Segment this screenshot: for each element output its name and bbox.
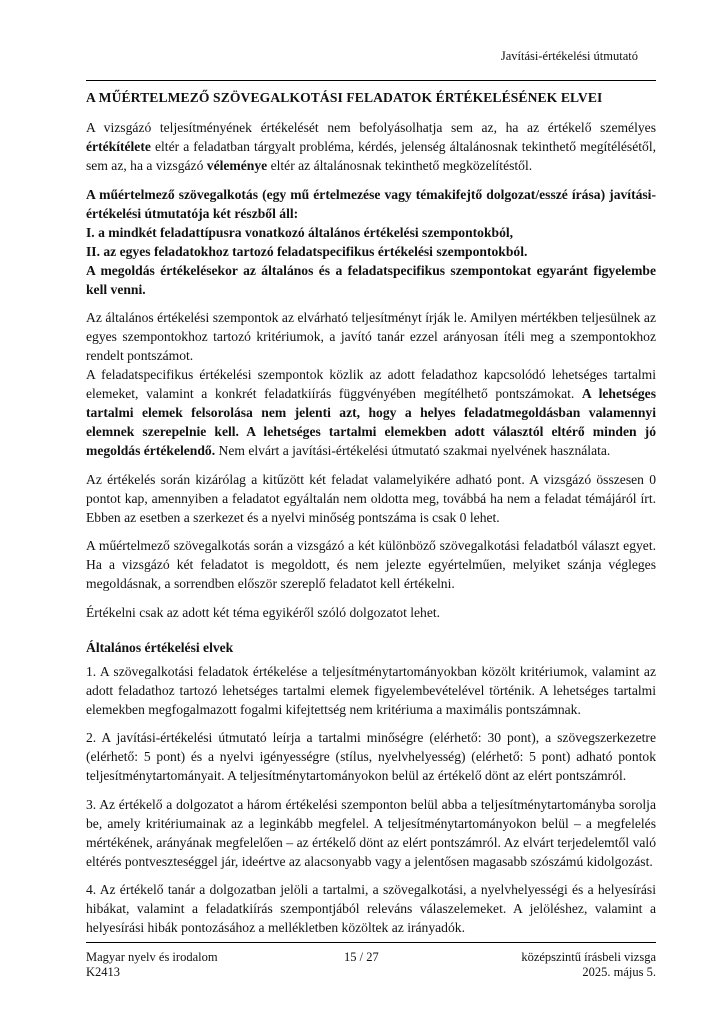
- list-item: 2. A javítási-értékelési útmutató leírja a tartalmi minőségre (elérhető: 30 pont), a szövegszerkezetre (elérhető: 5 pont) és a nyelvi igényességre (stílus, nyelvhelyesség) (elérhető: 5 pont) adható pontok teljesítménytartományait. A teljesítménytartományokon belül az értékelő dönt az elért pontszámról.: [86, 730, 656, 783]
- paragraph-general-criteria: Az általános értékelési szempontok az elvárható teljesítményt írják le. Amilyen mértékben teljesülnek az egyes szempontokhoz tartozó kritériumok, a javító tanár ezzel arányosan ítéli meg a szempontokhoz rendelt pontszámot.: [86, 310, 656, 363]
- structure-line-4: A megoldás értékelésekor az általános és a feladatspecifikus szempontokat egyaránt figyelembe kell venni.: [86, 262, 656, 297]
- paragraph-specific-criteria: [86, 365, 656, 460]
- bold-run: véleménye: [206, 158, 268, 173]
- page-footer: [86, 950, 656, 980]
- structure-line-2: I. a mindkét feladattípusra vonatkozó általános értékelési szempontokból,: [86, 224, 514, 240]
- paragraph-topic: Értékelni csak az adott két téma egyikéről szóló dolgozatot lehet.: [86, 604, 441, 620]
- page-number: 15 / 27: [344, 950, 379, 964]
- footer-date: 2025. május 5.: [582, 965, 656, 979]
- footer-subject: Magyar nyelv és irodalom: [86, 950, 218, 964]
- structure-line-3: II. az egyes feladatokhoz tartozó feladatspecifikus értékelési szempontokból.: [86, 243, 528, 259]
- list-item: 4. Az értékelő tanár a dolgozatban jelöli a tartalmi, a szövegalkotási, a nyelvhelyességi és a helyesírási hibákat, valamint a feladatkiírás szempontjából releváns válaszelemeket. A jelöléshez, valamint a helyesírási hibák pontozásához a mellékletben közöltek az irányadók.: [86, 882, 656, 935]
- text-run: eltér a feladatban tárgyalt probléma, kérdés, jelenség általánosnak tekinthető megítélésétől, sem az, ha a vizsgázó: [86, 139, 656, 173]
- bold-run: értékítélete: [86, 139, 151, 154]
- footer-code: K2413: [86, 965, 121, 979]
- header-rule: [86, 80, 656, 81]
- paragraph-scoring: Az értékelés során kizárólag a kitűzött két feladat valamelyikére adható pont. A vizsgázó összesen 0 pontot kap, amennyiben a feladatot egyáltalán nem oldotta meg, továbbá ha nem a feladat témájáról írt. Ebben az esetben a szerkezet és a nyelvi minőség pontszáma is csak 0 lehet.: [86, 471, 656, 525]
- text-run: Nem elvárt a javítási-értékelési útmutató szakmai nyelvének használata.: [215, 443, 611, 458]
- list-item: 1. A szövegalkotási feladatok értékelése a teljesítménytartományokban közölt kritériumok, valamint az adott feladathoz tartozó lehetséges tartalmi elemek figyelembevételével történik. A lehetséges tartalmi elemekben megfogalmazott fogalmi kifejtettség nem kritériuma a maximális pontszámnak.: [86, 663, 656, 717]
- text-run: A feladatspecifikus értékelési szempontok közlik az adott feladathoz kapcsolódó lehetséges tartalmi elemeket, valamint a konkrét feladatkiírás függvényében megítélhető pontszámokat.: [86, 367, 656, 401]
- bold-run: A lehetséges tartalmi elemek felsorolása nem jelenti azt, hogy a helyes feladatmegoldásban valamennyi elemnek szerepelnie kell. A lehetséges tartalmi elemekben adott választól eltérő minden jó megoldás értékelendő.: [86, 386, 656, 458]
- running-header: Javítási-értékelési útmutató: [500, 49, 638, 63]
- paragraph-intro: [86, 118, 656, 175]
- structure-block: [86, 185, 656, 299]
- text-run: eltér az általánosnak tekinthető megközelítéstől.: [267, 158, 533, 173]
- text-run: A vizsgázó teljesítményének értékelését nem befolyásolhatja sem az, ha az értékelő személyes: [86, 120, 656, 135]
- paragraph-choice: A műértelmező szövegalkotás során a vizsgázó a két különböző szövegalkotási feladatból választ egyet. Ha a vizsgázó két feladatot is megoldott, és nem jelezte egyértelműen, melyiket szánja végleges megoldásnak, a sorrendben először szereplő feladatot kell értékelni.: [86, 538, 656, 591]
- page-body: [86, 118, 656, 947]
- page-title: A MŰÉRTELMEZŐ SZÖVEGALKOTÁSI FELADATOK ÉRTÉKELÉSÉNEK ELVEI: [86, 90, 603, 105]
- structure-line-1: A műértelmező szövegalkotás (egy mű értelmezése vagy témakifejtő dolgozat/esszé írása) javítási-értékelési útmutatója két részből áll:: [86, 186, 656, 221]
- footer-exam-level: középszintű írásbeli vizsga: [521, 950, 656, 964]
- section-title: Általános értékelési elvek: [86, 639, 234, 655]
- footer-rule: [86, 942, 656, 943]
- list-item: 3. Az értékelő a dolgozatot a három értékelési szemponton belül abba a teljesítménytartományba sorolja be, amely kritériumainak az a leginkább megfelel. A teljesítménytartományokon belül – a megfelelés mértékének, arányának megfelelően – az értékelő dönt az elért pontszámról. Az elvárt terjedelemtől való eltérés pontveszteséggel jár, ideértve az alacsonyabb vagy a jelentősen magasabb szószámú kidolgozást.: [86, 796, 656, 869]
